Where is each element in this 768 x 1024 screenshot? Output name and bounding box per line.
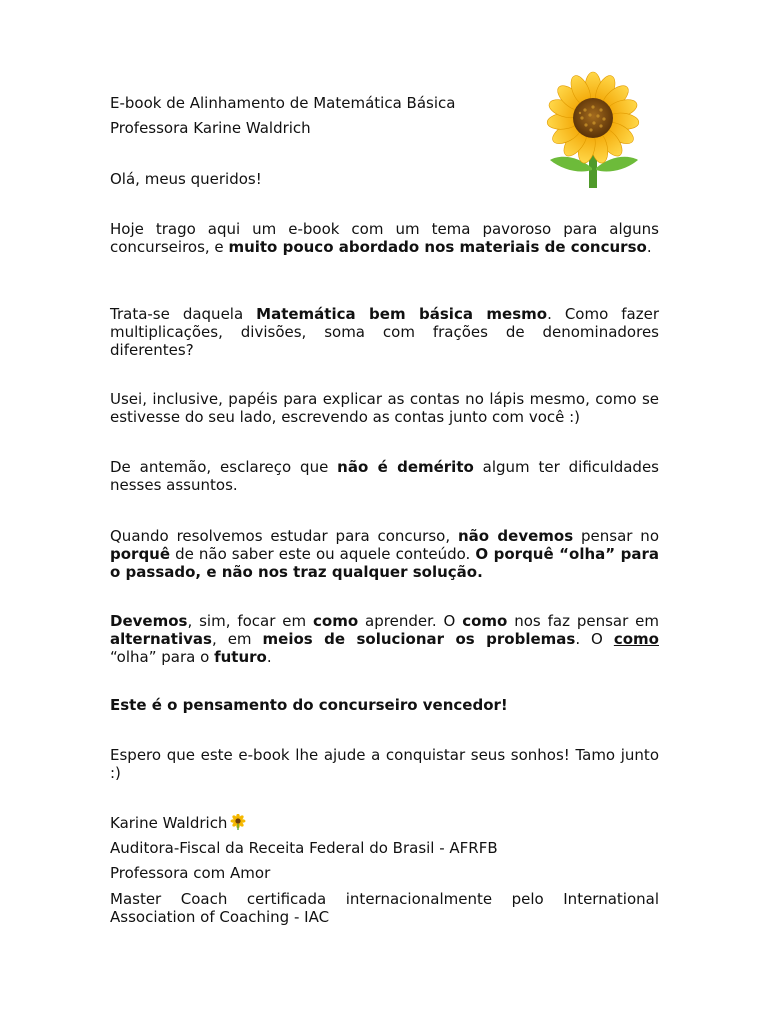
paragraph-closing: Espero que este e-book lhe ajude a conquistar seus sonhos! Tamo junto :) [110,746,659,782]
paragraph-why: Quando resolvemos estudar para concurso, não devemos pensar no porquê de não saber este ou aquele conteúdo. O porquê “olha” para o passado, e não nos traz qualquer solução. [110,527,659,581]
signature-role-auditora: Auditora-Fiscal da Receita Federal do Brasil - AFRFB [110,839,498,857]
paragraph-motto: Este é o pensamento do concurseiro vencedor! [110,696,508,714]
document-author: Professora Karine Waldrich [110,119,311,137]
paragraph-intro: Hoje trago aqui um e-book com um tema pavoroso para alguns concurseiros, e muito pouco abordado nos materiais de concurso. [110,220,659,256]
paragraph-reassurance: De antemão, esclareço que não é demérito algum ter dificuldades nesses assuntos. [110,458,660,494]
sunflower-icon [230,814,246,830]
signature-role-coach: Master Coach certificada internacionalmente pelo International Association of Coaching - IAC [110,890,659,926]
paragraph-how: Devemos, sim, focar em como aprender. O como nos faz pensar em alternativas, em meios de solucionar os problemas. O como “olha” para o futuro. [110,612,659,666]
paragraph-topic: Trata-se daquela Matemática bem básica mesmo. Como fazer multiplicações, divisões, soma com frações de denominadores diferentes? [110,305,659,359]
greeting: Olá, meus queridos! [110,170,262,188]
signature-name: Karine Waldrich [110,814,659,832]
document-title: E-book de Alinhamento de Matemática Básica [110,94,456,112]
signature-role-professora: Professora com Amor [110,864,271,882]
paragraph-method: Usei, inclusive, papéis para explicar as contas no lápis mesmo, como se estivesse do seu lado, escrevendo as contas junto com você :) [110,390,659,426]
